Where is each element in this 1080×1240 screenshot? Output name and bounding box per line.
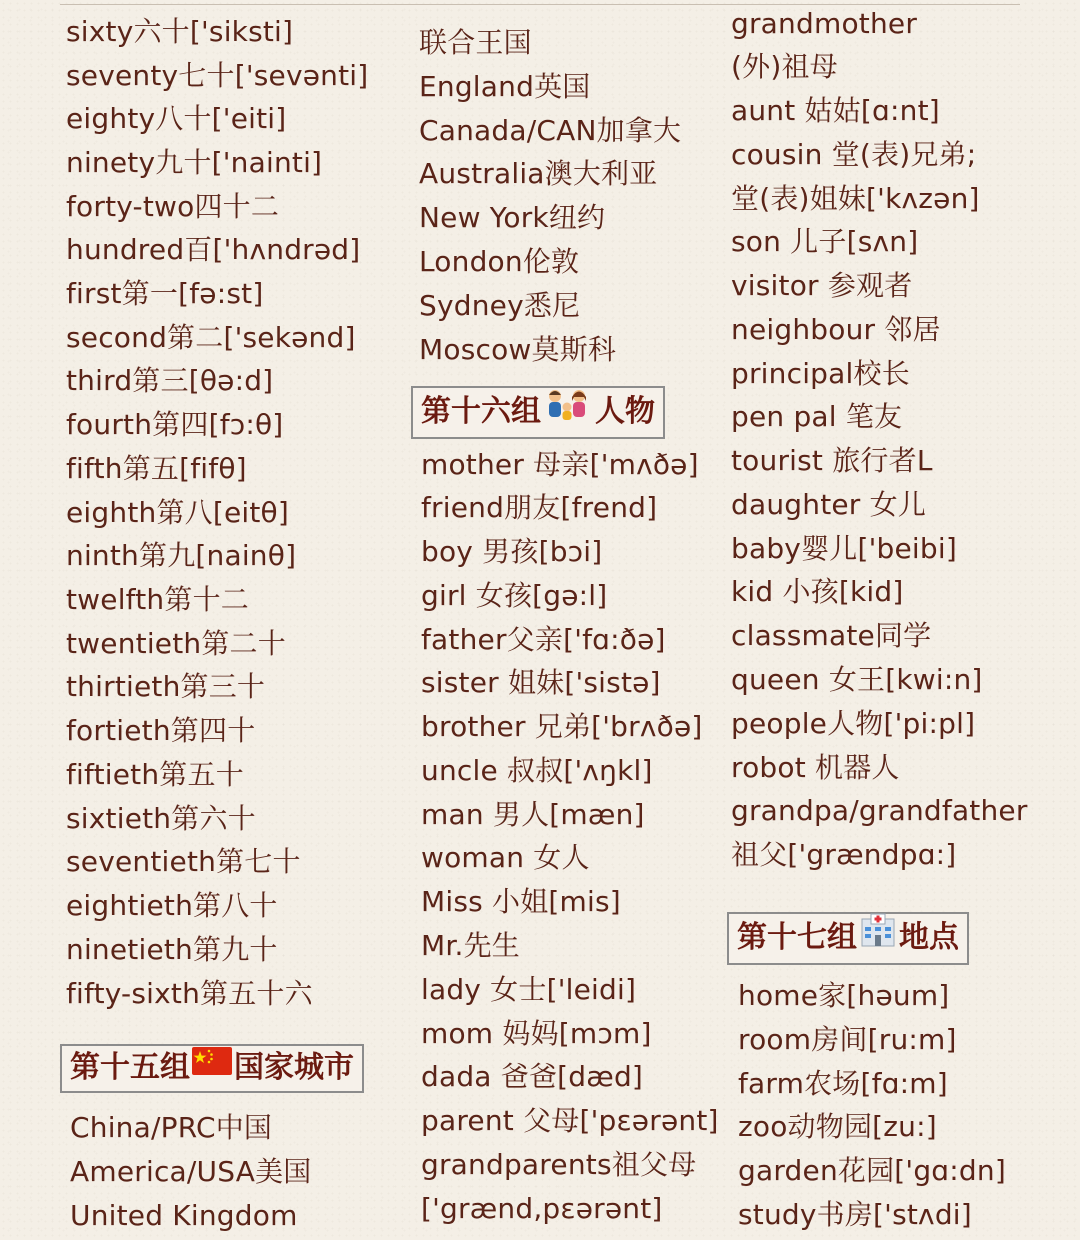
vocab-line: third第三[θə:d] xyxy=(66,364,274,397)
vocab-line: seventieth第七十 xyxy=(66,845,301,878)
vocab-line: England英国 xyxy=(419,70,591,103)
vocab-line: brother 兄弟['brʌðə] xyxy=(421,710,703,743)
group-heading-16 xyxy=(411,386,665,439)
vocab-line: eighty八十['eiti] xyxy=(66,102,287,135)
vocab-line: ninetieth第九十 xyxy=(66,933,278,966)
top-divider xyxy=(60,4,1020,5)
vocab-line: hundred百['hʌndrəd] xyxy=(66,233,361,266)
vocab-line: ninth第九[nainθ] xyxy=(66,539,297,572)
vocab-line: garden花园['gɑ:dn] xyxy=(738,1154,1006,1187)
vocab-line: visitor 参观者 xyxy=(731,269,913,302)
group-heading-15 xyxy=(60,1044,364,1093)
vocab-line: tourist 旅行者L xyxy=(731,444,933,477)
vocab-line: sister 姐妹['sistə] xyxy=(421,666,661,699)
vocab-line: queen 女王[kwi:n] xyxy=(731,663,983,696)
vocab-line: room房间[ru:m] xyxy=(738,1023,957,1056)
vocab-line: Canada/CAN加拿大 xyxy=(419,114,682,147)
china-flag-icon xyxy=(192,1046,232,1086)
vocab-line: kid 小孩[kid] xyxy=(731,575,904,608)
vocab-line: friend朋友[frend] xyxy=(421,491,658,524)
vocab-line: pen pal 笔友 xyxy=(731,400,903,433)
vocab-line: forty-two四十二 xyxy=(66,190,280,223)
vocab-line: 祖父['grændpɑ:] xyxy=(731,838,957,871)
vocab-line: eightieth第八十 xyxy=(66,889,278,922)
group-heading-17 xyxy=(727,912,969,965)
heading-text: 第十五组 xyxy=(70,1050,190,1085)
vocab-line: Mr.先生 xyxy=(421,929,521,962)
heading-text: 第十六组 xyxy=(421,394,541,429)
vocab-line: uncle 叔叔['ʌŋkl] xyxy=(421,754,653,787)
vocab-line: baby婴儿['beibi] xyxy=(731,532,957,565)
vocab-line: fifth第五[fifθ] xyxy=(66,452,247,485)
vocab-line: 堂(表)姐妹['kʌzən] xyxy=(731,182,980,215)
vocab-line: United Kingdom xyxy=(70,1199,298,1232)
vocab-line: China/PRC中国 xyxy=(70,1111,273,1144)
vocab-line: sixty六十['siksti] xyxy=(66,15,294,48)
vocab-line: sixtieth第六十 xyxy=(66,802,256,835)
vocab-line: lady 女士['leidi] xyxy=(421,973,637,1006)
vocab-line: (外)祖母 xyxy=(731,50,838,83)
vocab-line: fifty-sixth第五十六 xyxy=(66,977,313,1010)
vocab-line: America/USA美国 xyxy=(70,1155,312,1188)
vocab-line: aunt 姑姑[ɑ:nt] xyxy=(731,94,940,127)
vocab-line: twelfth第十二 xyxy=(66,583,249,616)
vocab-line: parent 父母['pɛərənt] xyxy=(421,1104,719,1137)
vocab-line: man 男人[mæn] xyxy=(421,798,645,831)
vocab-line: home家[həum] xyxy=(738,979,950,1012)
vocab-line: son 儿子[sʌn] xyxy=(731,225,919,258)
vocab-line: cousin 堂(表)兄弟; xyxy=(731,138,977,171)
vocab-line: woman 女人 xyxy=(421,841,590,874)
heading-text: 地点 xyxy=(899,920,959,955)
heading-text: 第十七组 xyxy=(737,920,857,955)
vocab-line: seventy七十['sevənti] xyxy=(66,59,369,92)
vocab-line: robot 机器人 xyxy=(731,751,900,784)
vocab-line: Sydney悉尼 xyxy=(419,289,581,322)
vocab-line: neighbour 邻居 xyxy=(731,313,941,346)
vocab-line: 联合王国 xyxy=(419,26,532,59)
vocab-line: grandpa/grandfather xyxy=(731,794,1028,827)
vocab-line: study书房['stʌdi] xyxy=(738,1198,972,1231)
family-icon xyxy=(543,387,593,432)
vocab-line: Australia澳大利亚 xyxy=(419,157,658,190)
vocab-line: grandmother xyxy=(731,7,918,40)
vocab-line: mom 妈妈[mɔm] xyxy=(421,1017,652,1050)
vocab-line: ['grænd,pɛərənt] xyxy=(421,1192,663,1225)
vocab-line: New York纽约 xyxy=(419,201,606,234)
vocab-line: grandparents祖父母 xyxy=(421,1148,697,1181)
vocab-line: Moscow莫斯科 xyxy=(419,333,617,366)
vocab-line: zoo动物园[zu:] xyxy=(738,1110,937,1143)
vocab-line: eighth第八[eitθ] xyxy=(66,496,290,529)
vocab-line: first第一[fə:st] xyxy=(66,277,264,310)
heading-text: 国家城市 xyxy=(234,1050,354,1085)
vocab-line: girl 女孩[gə:l] xyxy=(421,579,608,612)
vocab-line: Miss 小姐[mis] xyxy=(421,885,621,918)
vocab-line: fiftieth第五十 xyxy=(66,758,244,791)
hospital-icon xyxy=(859,913,897,958)
vocab-line: twentieth第二十 xyxy=(66,627,286,660)
vocab-line: father父亲['fɑ:ðə] xyxy=(421,623,666,656)
vocab-line: classmate同学 xyxy=(731,619,932,652)
vocab-line: London伦敦 xyxy=(419,245,580,278)
vocab-line: principal校长 xyxy=(731,357,910,390)
vocab-line: second第二['sekənd] xyxy=(66,321,356,354)
heading-text: 人物 xyxy=(595,394,655,429)
vocab-line: fourth第四[fɔ:θ] xyxy=(66,408,284,441)
vocab-line: thirtieth第三十 xyxy=(66,670,266,703)
vocab-line: people人物['pi:pl] xyxy=(731,707,976,740)
vocab-line: mother 母亲['mʌðə] xyxy=(421,448,699,481)
vocab-line: fortieth第四十 xyxy=(66,714,256,747)
vocab-line: ninety九十['nainti] xyxy=(66,146,323,179)
vocab-line: farm农场[fɑ:m] xyxy=(738,1067,948,1100)
vocab-line: daughter 女儿 xyxy=(731,488,927,521)
vocab-line: dada 爸爸[dæd] xyxy=(421,1060,644,1093)
vocab-line: boy 男孩[bɔi] xyxy=(421,535,603,568)
